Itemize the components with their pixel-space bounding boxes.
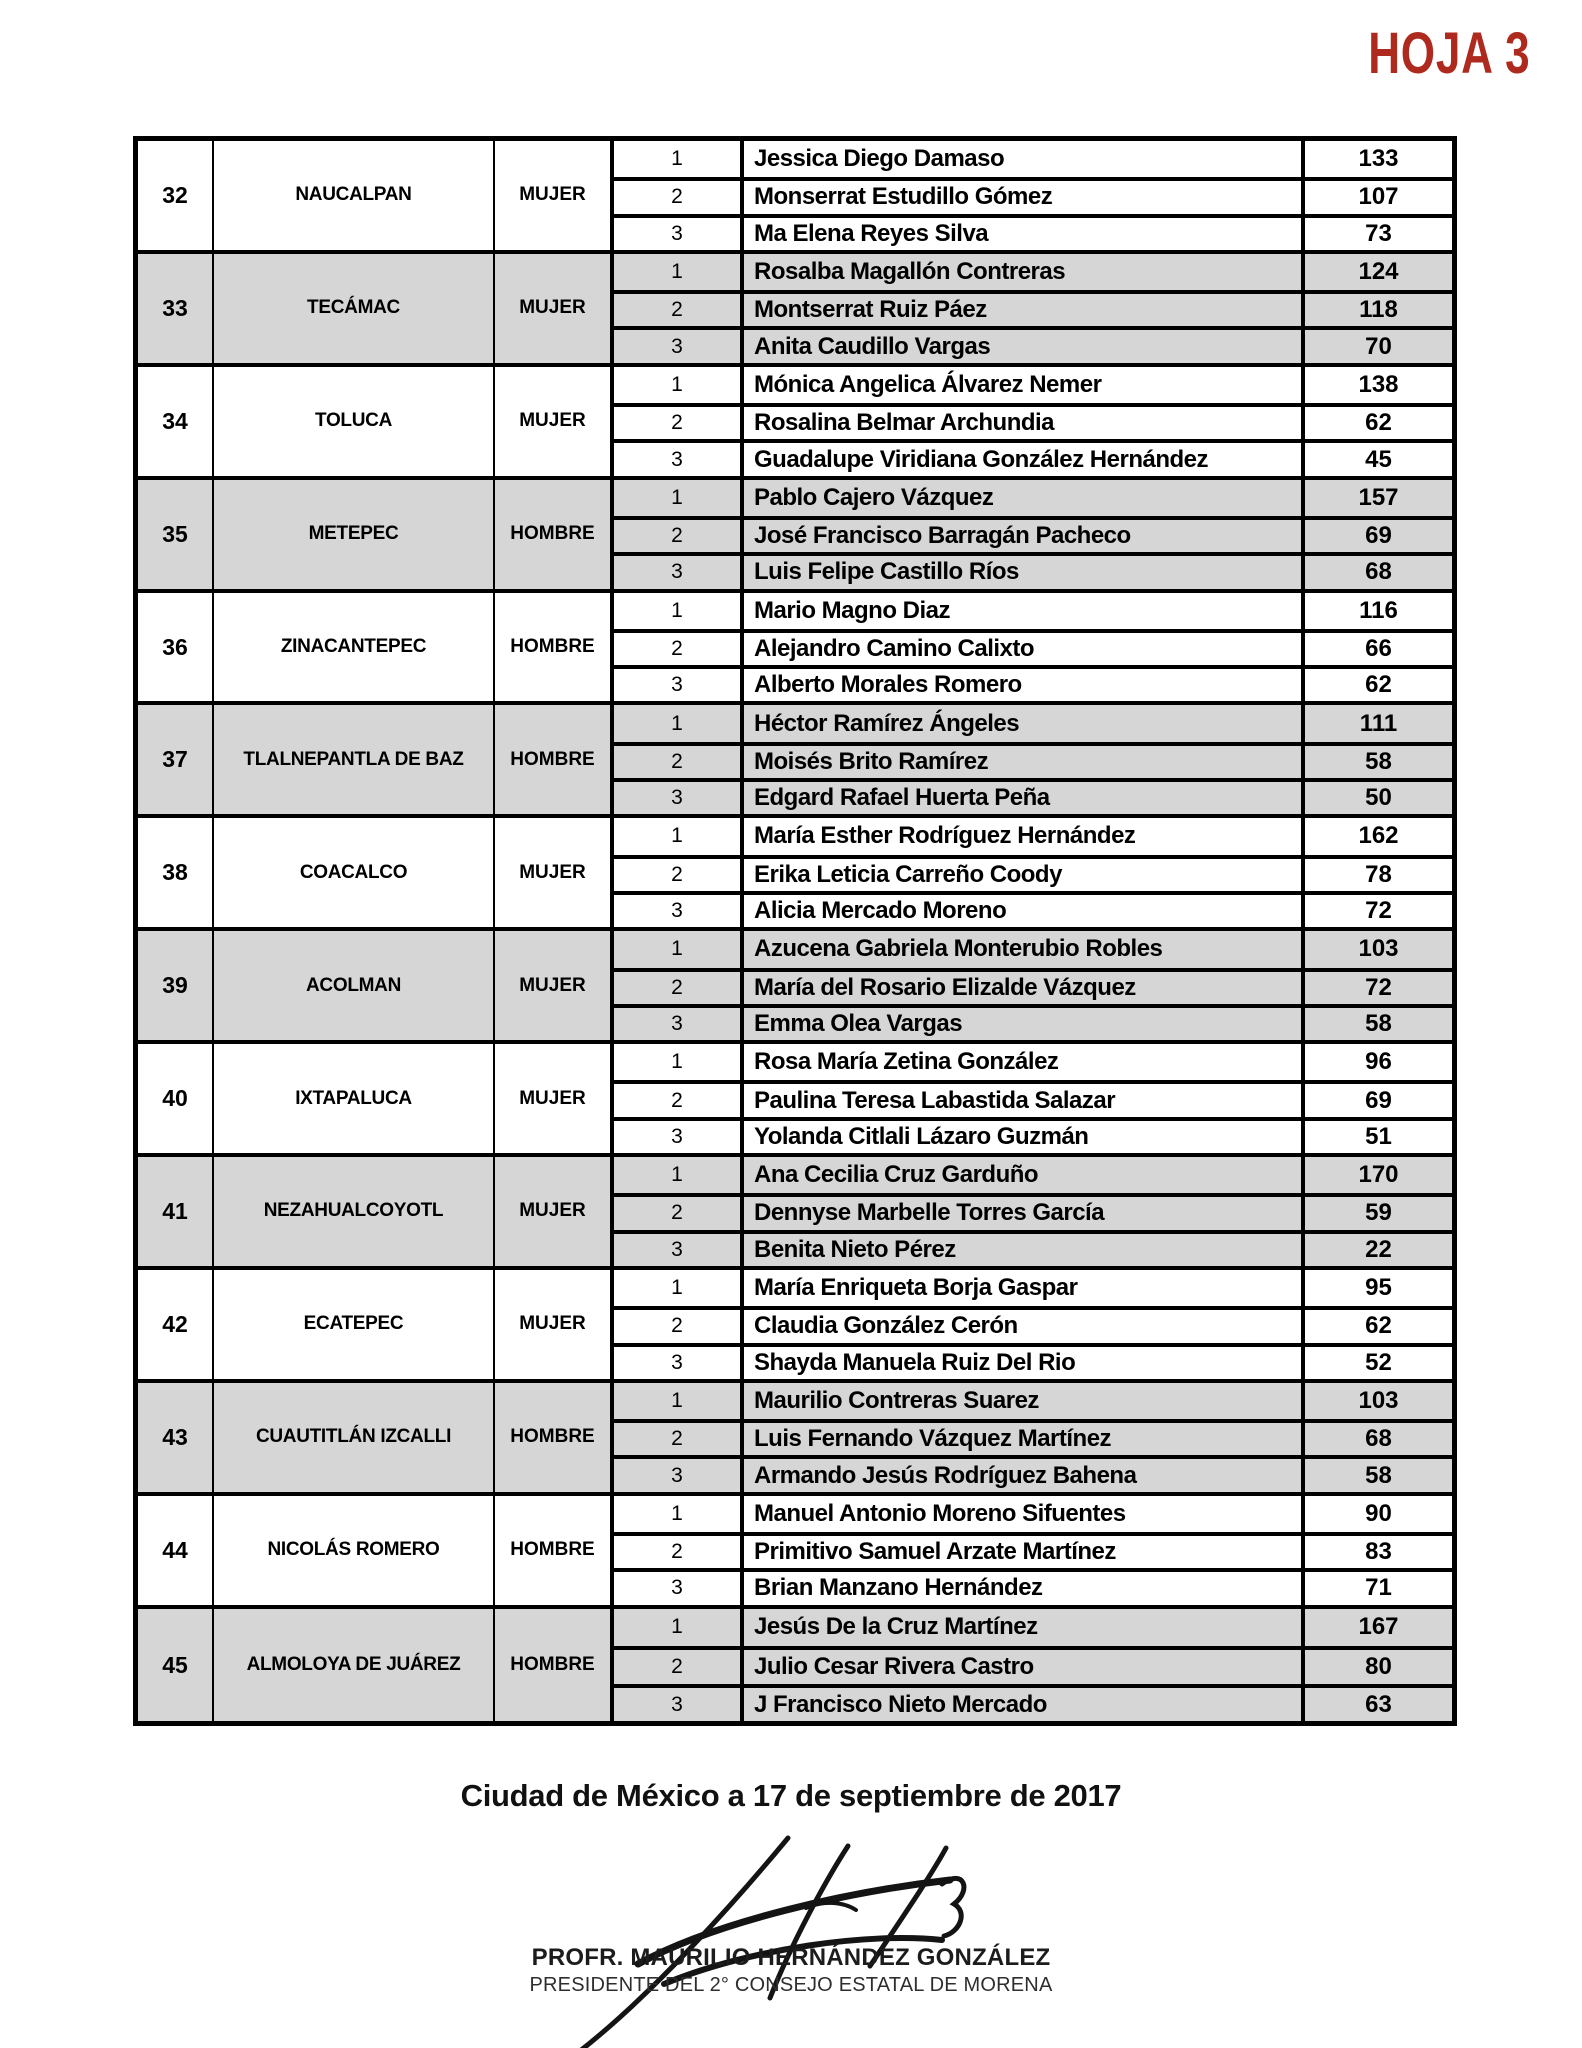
candidate-votes: 95 [1365, 1274, 1392, 1302]
candidate-name: Benita Nieto Pérez [744, 1230, 1305, 1266]
gender-label: MUJER [495, 818, 614, 927]
candidate-name: Julio Cesar Rivera Castro [744, 1646, 1305, 1684]
candidate-votes: 116 [1359, 596, 1398, 624]
candidate-name: Edgard Rafael Huerta Peña [744, 778, 1305, 814]
candidate-rank: 2 [614, 1646, 744, 1684]
candidate-rank: 1 [614, 1609, 744, 1647]
candidate-rank: 1 [614, 1270, 744, 1306]
municipality-number: 38 [138, 818, 214, 927]
candidate-votes: 70 [1305, 326, 1452, 362]
candidate-votes: 69 [1305, 516, 1452, 552]
municipality-name: ALMOLOYA DE JUÁREZ [214, 1609, 495, 1722]
candidate-votes: 45 [1305, 439, 1452, 475]
candidate-votes: 62 [1305, 1306, 1452, 1342]
candidate-rank: 1 [614, 141, 744, 177]
municipality-group-row [138, 1157, 1452, 1270]
municipality-name: NAUCALPAN [214, 141, 495, 250]
municipality-name: IXTAPALUCA [214, 1044, 495, 1153]
municipality-number: 37 [138, 705, 214, 814]
candidate-name: José Francisco Barragán Pacheco [744, 516, 1305, 552]
gender-label: MUJER [495, 1157, 614, 1266]
municipality-group-row [138, 254, 1452, 367]
municipality-group-row [138, 1044, 1452, 1157]
candidate-rank: 1 [614, 818, 744, 854]
gender-label: MUJER [495, 1270, 614, 1379]
candidate-rank: 1 [614, 254, 744, 290]
candidate-votes: 103 [1358, 935, 1399, 963]
municipality-number: 33 [138, 254, 214, 363]
municipality-number: 34 [138, 367, 214, 476]
candidate-rank: 3 [614, 1684, 744, 1722]
municipality-group-row [138, 818, 1452, 931]
candidate-votes: 51 [1305, 1117, 1452, 1153]
candidate-rank: 3 [614, 326, 744, 362]
municipality-name: NEZAHUALCOYOTL [214, 1157, 495, 1266]
municipality-name: TECÁMAC [214, 254, 495, 363]
municipality-name: ZINACANTEPEC [214, 593, 495, 702]
municipality-group-row [138, 1270, 1452, 1383]
candidate-name: Anita Caudillo Vargas [744, 326, 1305, 362]
municipality-name: NICOLÁS ROMERO [214, 1496, 495, 1605]
candidate-votes: 69 [1305, 1080, 1452, 1116]
municipality-name: ACOLMAN [214, 931, 495, 1040]
candidate-name: Monserrat Estudillo Gómez [744, 177, 1305, 213]
signatory-title: PRESIDENTE DEL 2° CONSEJO ESTATAL DE MORENA [529, 1974, 1053, 1996]
candidate-rank: 2 [614, 1532, 744, 1568]
candidate-votes: 72 [1305, 968, 1452, 1004]
municipality-number: 32 [138, 141, 214, 250]
candidate-votes: 59 [1305, 1193, 1452, 1229]
gender-label: MUJER [495, 931, 614, 1040]
candidate-rank: 1 [614, 1157, 744, 1193]
candidate-votes: 22 [1305, 1230, 1452, 1266]
candidate-votes: 162 [1358, 822, 1399, 850]
candidate-rank: 2 [614, 516, 744, 552]
candidate-name: Ana Cecilia Cruz Garduño [744, 1157, 1305, 1193]
candidate-name: Erika Leticia Carreño Coody [744, 855, 1305, 891]
candidate-name: Luis Fernando Vázquez Martínez [744, 1419, 1305, 1455]
gender-label: HOMBRE [495, 480, 614, 589]
candidate-votes: 80 [1305, 1646, 1452, 1684]
candidate-votes: 68 [1305, 1419, 1452, 1455]
candidate-name: Brian Manzano Hernández [744, 1568, 1305, 1604]
candidate-rank: 2 [614, 1193, 744, 1229]
gender-label: HOMBRE [495, 1496, 614, 1605]
candidate-votes: 111 [1359, 709, 1398, 737]
candidate-votes: 50 [1305, 778, 1452, 814]
municipality-group-row [138, 1383, 1452, 1496]
candidate-name: Manuel Antonio Moreno Sifuentes [744, 1496, 1305, 1532]
candidate-rank: 3 [614, 552, 744, 588]
candidate-name: Yolanda Citlali Lázaro Guzmán [744, 1117, 1305, 1153]
candidate-rank: 2 [614, 403, 744, 439]
municipality-group-row [138, 480, 1452, 593]
candidate-rank: 2 [614, 742, 744, 778]
candidate-name: Emma Olea Vargas [744, 1004, 1305, 1040]
candidate-rank: 3 [614, 1343, 744, 1379]
candidate-votes: 138 [1358, 370, 1399, 398]
candidate-name: Rosalina Belmar Archundia [744, 403, 1305, 439]
candidate-name: Jesús De la Cruz Martínez [744, 1609, 1305, 1647]
municipality-number: 41 [138, 1157, 214, 1266]
candidate-rank: 3 [614, 1004, 744, 1040]
candidate-name: María Esther Rodríguez Hernández [744, 818, 1305, 854]
candidate-name: Claudia González Cerón [744, 1306, 1305, 1342]
signatory-name: PROFR. MAURILIO HERNÁNDEZ GONZÁLEZ [531, 1944, 1051, 1971]
candidate-votes: 157 [1358, 483, 1399, 511]
candidate-rank: 2 [614, 629, 744, 665]
candidate-name: Alejandro Camino Calixto [744, 629, 1305, 665]
candidate-votes: 96 [1365, 1048, 1392, 1076]
municipality-group-row [138, 705, 1452, 818]
candidate-rank: 2 [614, 1080, 744, 1116]
candidate-votes: 83 [1305, 1532, 1452, 1568]
candidate-rank: 2 [614, 177, 744, 213]
candidate-votes: 118 [1305, 290, 1452, 326]
dateline: Ciudad de México a 17 de septiembre de 2017 [460, 1778, 1122, 1813]
candidate-votes: 58 [1305, 742, 1452, 778]
candidate-rank: 3 [614, 439, 744, 475]
municipality-group-row [138, 1609, 1452, 1722]
municipality-name: ECATEPEC [214, 1270, 495, 1379]
candidate-rank: 3 [614, 1568, 744, 1604]
candidate-votes: 72 [1305, 891, 1452, 927]
gender-label: HOMBRE [495, 705, 614, 814]
candidate-rank: 3 [614, 778, 744, 814]
municipality-number: 42 [138, 1270, 214, 1379]
municipality-name: TLALNEPANTLA DE BAZ [214, 705, 495, 814]
candidate-rank: 1 [614, 1496, 744, 1532]
gender-label: MUJER [495, 1044, 614, 1153]
candidate-name: María del Rosario Elizalde Vázquez [744, 968, 1305, 1004]
candidate-name: Shayda Manuela Ruiz Del Rio [744, 1343, 1305, 1379]
candidate-votes: 66 [1305, 629, 1452, 665]
candidate-votes: 62 [1305, 665, 1452, 701]
candidate-votes: 73 [1305, 214, 1452, 250]
candidate-name: Rosalba Magallón Contreras [744, 254, 1305, 290]
candidate-rank: 3 [614, 1230, 744, 1266]
municipality-name: CUAUTITLÁN IZCALLI [214, 1383, 495, 1492]
candidate-name: Alberto Morales Romero [744, 665, 1305, 701]
candidate-rank: 2 [614, 1306, 744, 1342]
candidate-rank: 1 [614, 480, 744, 516]
candidate-votes: 71 [1305, 1568, 1452, 1604]
candidate-rank: 3 [614, 214, 744, 250]
candidate-rank: 2 [614, 855, 744, 891]
candidate-votes: 124 [1358, 258, 1399, 286]
municipality-number: 35 [138, 480, 214, 589]
candidate-name: Mónica Angelica Álvarez Nemer [744, 367, 1305, 403]
candidate-name: Guadalupe Viridiana González Hernández [744, 439, 1305, 475]
municipality-group-row [138, 367, 1452, 480]
candidate-name: Mario Magno Diaz [744, 593, 1305, 629]
municipality-number: 44 [138, 1496, 214, 1605]
municipality-number: 40 [138, 1044, 214, 1153]
candidate-name: Azucena Gabriela Monterubio Robles [744, 931, 1305, 967]
candidate-votes: 62 [1305, 403, 1452, 439]
candidate-name: María Enriqueta Borja Gaspar [744, 1270, 1305, 1306]
candidate-votes: 58 [1305, 1455, 1452, 1491]
candidate-votes: 107 [1305, 177, 1452, 213]
candidate-rank: 2 [614, 1419, 744, 1455]
candidate-name: Luis Felipe Castillo Ríos [744, 552, 1305, 588]
candidate-votes: 68 [1305, 552, 1452, 588]
candidate-rank: 3 [614, 665, 744, 701]
candidate-name: Héctor Ramírez Ángeles [744, 705, 1305, 741]
candidate-rank: 3 [614, 1455, 744, 1491]
gender-label: HOMBRE [495, 593, 614, 702]
gender-label: HOMBRE [495, 1609, 614, 1722]
candidate-name: Dennyse Marbelle Torres García [744, 1193, 1305, 1229]
municipality-name: TOLUCA [214, 367, 495, 476]
gender-label: MUJER [495, 367, 614, 476]
candidate-rank: 3 [614, 891, 744, 927]
gender-label: MUJER [495, 141, 614, 250]
municipality-name: METEPEC [214, 480, 495, 589]
candidate-rank: 1 [614, 931, 744, 967]
municipality-group-row [138, 931, 1452, 1044]
candidate-name: Paulina Teresa Labastida Salazar [744, 1080, 1305, 1116]
municipality-number: 43 [138, 1383, 214, 1492]
candidate-votes: 52 [1305, 1343, 1452, 1379]
candidate-name: Pablo Cajero Vázquez [744, 480, 1305, 516]
municipality-number: 39 [138, 931, 214, 1040]
municipality-group-row [138, 1496, 1452, 1609]
candidate-votes: 103 [1358, 1386, 1399, 1414]
candidate-rank: 1 [614, 1383, 744, 1419]
candidate-rank: 1 [614, 367, 744, 403]
municipality-group-row [138, 141, 1452, 254]
sheet-number-label: HOJA 3 [1367, 21, 1530, 86]
candidate-name: Montserrat Ruiz Páez [744, 290, 1305, 326]
candidate-name: Maurilio Contreras Suarez [744, 1383, 1305, 1419]
candidate-rank: 2 [614, 290, 744, 326]
candidate-name: Jessica Diego Damaso [744, 141, 1305, 177]
candidate-rank: 1 [614, 705, 744, 741]
candidate-votes: 58 [1305, 1004, 1452, 1040]
candidate-name: Armando Jesús Rodríguez Bahena [744, 1455, 1305, 1491]
municipality-number: 36 [138, 593, 214, 702]
gender-label: MUJER [495, 254, 614, 363]
municipality-number: 45 [138, 1609, 214, 1722]
candidates-results-table [133, 136, 1457, 1726]
candidate-votes: 63 [1305, 1684, 1452, 1722]
candidate-votes: 90 [1365, 1499, 1392, 1527]
candidate-name: Rosa María Zetina González [744, 1044, 1305, 1080]
candidate-votes: 78 [1305, 855, 1452, 891]
candidate-rank: 1 [614, 1044, 744, 1080]
candidate-name: Moisés Brito Ramírez [744, 742, 1305, 778]
municipality-group-row [138, 593, 1452, 706]
candidate-name: J Francisco Nieto Mercado [744, 1684, 1305, 1722]
candidate-name: Primitivo Samuel Arzate Martínez [744, 1532, 1305, 1568]
candidate-votes: 133 [1358, 145, 1399, 173]
candidate-votes: 170 [1358, 1161, 1399, 1189]
candidate-rank: 1 [614, 593, 744, 629]
gender-label: HOMBRE [495, 1383, 614, 1492]
candidate-name: Alicia Mercado Moreno [744, 891, 1305, 927]
candidate-rank: 2 [614, 968, 744, 1004]
candidate-name: Ma Elena Reyes Silva [744, 214, 1305, 250]
candidate-rank: 3 [614, 1117, 744, 1153]
candidate-votes: 167 [1358, 1613, 1399, 1641]
municipality-name: COACALCO [214, 818, 495, 927]
